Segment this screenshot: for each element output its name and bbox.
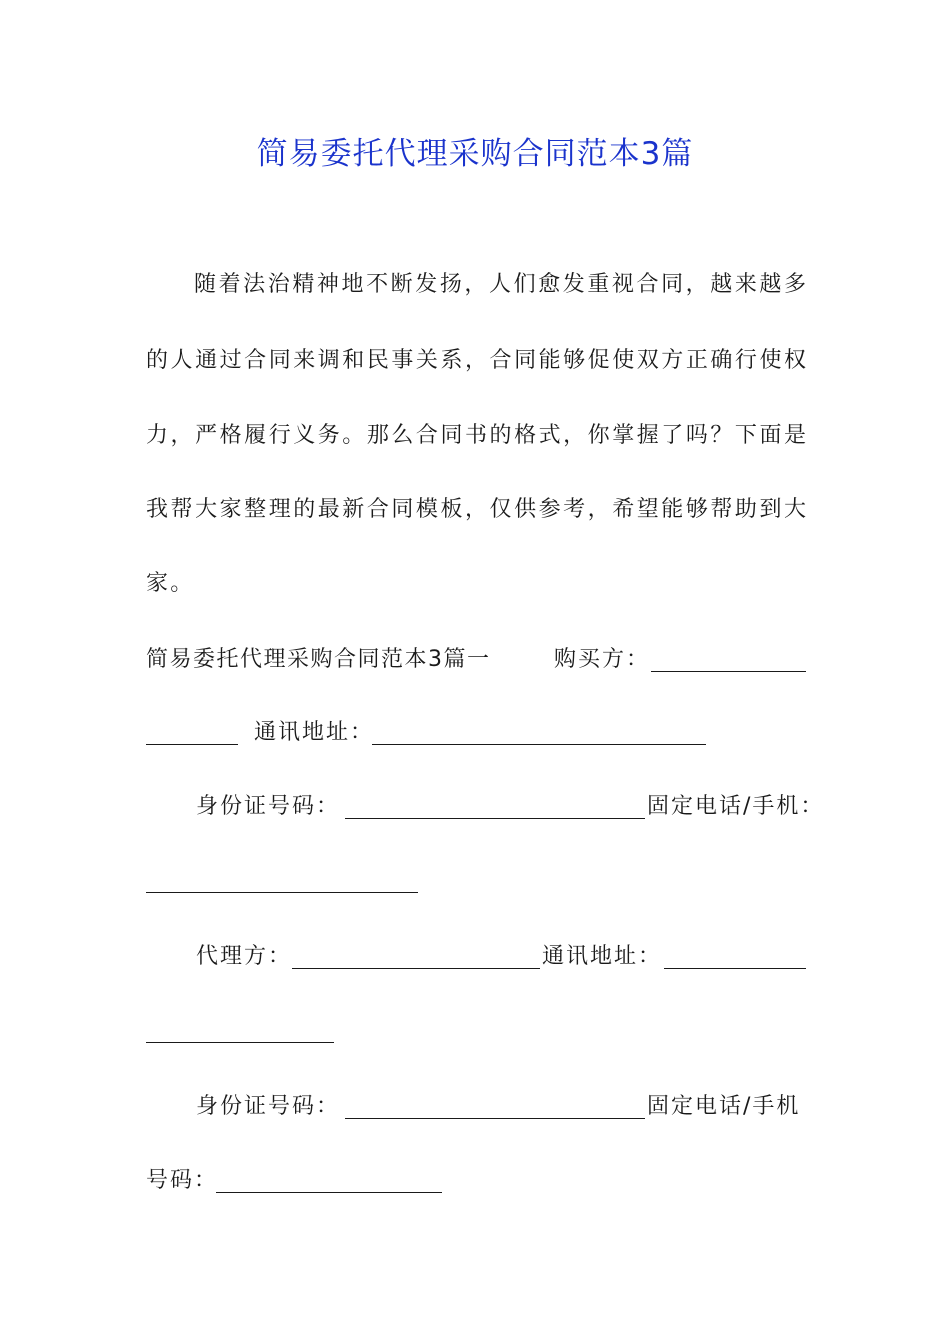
agent-phone-label-continued: 号码： bbox=[146, 1168, 219, 1193]
agent-id-label: 身份证号码： bbox=[196, 1094, 341, 1119]
intro-line-3: 力，严格履行义务。那么合同书的格式，你掌握了吗？下面是 bbox=[146, 423, 806, 448]
agent-address-label: 通讯地址： bbox=[542, 944, 663, 969]
agent-id-row bbox=[146, 1094, 808, 1124]
buyer-blank[interactable] bbox=[651, 671, 806, 672]
agent-label: 代理方： bbox=[196, 944, 293, 969]
intro-line-2: 的人通过合同来调和民事关系，合同能够促使双方正确行使权 bbox=[146, 348, 806, 373]
intro-line-1: 随着法治精神地不断发扬，人们愈发重视合同，越来越多 bbox=[194, 272, 806, 297]
agent-phone-blank[interactable] bbox=[216, 1192, 442, 1193]
buyer-label: 购买方： bbox=[554, 647, 651, 672]
buyer-address-blank[interactable] bbox=[372, 744, 706, 745]
agent-address-blank[interactable] bbox=[664, 968, 806, 969]
intro-line-5: 家。 bbox=[146, 571, 195, 596]
document-title: 简易委托代理采购合同范本3篇 bbox=[256, 136, 694, 172]
agent-address-blank-continued[interactable] bbox=[146, 1042, 334, 1043]
buyer-id-label: 身份证号码： bbox=[196, 794, 341, 819]
agent-id-blank[interactable] bbox=[345, 1118, 645, 1119]
buyer-phone-blank[interactable] bbox=[146, 892, 418, 893]
buyer-phone-label: 固定电话/手机： bbox=[647, 794, 825, 819]
section-heading-row bbox=[146, 647, 808, 677]
agent-phone-row bbox=[146, 1168, 808, 1198]
buyer-id-row bbox=[146, 794, 825, 824]
agent-row bbox=[146, 944, 808, 974]
agent-address-row bbox=[146, 1018, 808, 1048]
buyer-address-row bbox=[146, 720, 808, 750]
buyer-id-blank[interactable] bbox=[345, 818, 645, 819]
section-heading: 简易委托代理采购合同范本3篇一 bbox=[146, 647, 491, 672]
agent-phone-label: 固定电话/手机 bbox=[647, 1094, 801, 1119]
agent-blank[interactable] bbox=[292, 968, 540, 969]
buyer-phone-row bbox=[146, 868, 808, 898]
buyer-address-label: 通讯地址： bbox=[254, 720, 375, 745]
intro-line-4: 我帮大家整理的最新合同模板，仅供参考，希望能够帮助到大 bbox=[146, 497, 806, 522]
buyer-blank-continued[interactable] bbox=[146, 744, 238, 745]
